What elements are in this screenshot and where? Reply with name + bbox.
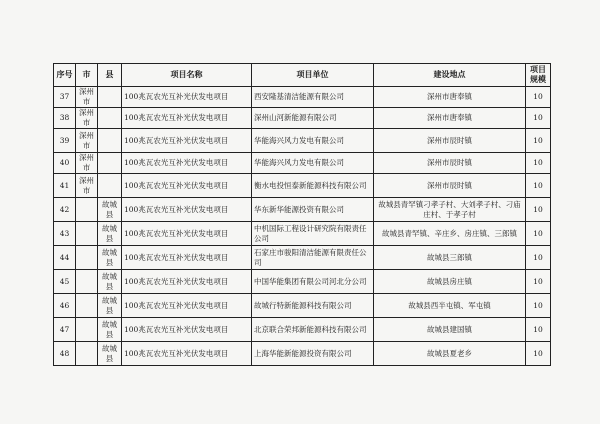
cell-project-name: 100兆瓦农光互补光伏发电项目 [122,153,252,174]
cell-project-name: 100兆瓦农光互补光伏发电项目 [122,108,252,129]
cell-county [98,174,122,198]
cell-scale: 10 [526,342,551,366]
cell-location: 故城县西半屯镇、军屯镇 [374,294,526,318]
header-scale: 项目规模 [526,64,551,87]
cell-location: 故城县青罕镇刁孝子村、大刘孝子村、刁庙庄村、于孝子村 [374,198,526,222]
cell-location: 深州市辰时镇 [374,174,526,198]
cell-scale: 10 [526,270,551,294]
cell-county [98,153,122,174]
table-row [54,129,551,153]
cell-project-unit: 石家庄市骏阳清洁能源有限责任公司 [252,246,374,270]
cell-project-name: 100兆瓦农光互补光伏发电项目 [122,129,252,153]
cell-scale: 10 [526,129,551,153]
cell-no: 43 [54,222,76,246]
cell-project-name: 100兆瓦农光互补光伏发电项目 [122,174,252,198]
cell-project-name: 100兆瓦农光互补光伏发电项目 [122,342,252,366]
cell-project-unit: 西安隆基清洁能源有限公司 [252,87,374,108]
header-project-unit: 项目单位 [252,64,374,87]
table-row [54,342,551,366]
cell-project-unit: 华能海兴风力发电有限公司 [252,129,374,153]
table-row [54,153,551,174]
cell-scale: 10 [526,294,551,318]
cell-project-unit: 中国华能集团有限公司河北分公司 [252,270,374,294]
cell-project-name: 100兆瓦农光互补光伏发电项目 [122,222,252,246]
cell-project-name: 100兆瓦农光互补光伏发电项目 [122,294,252,318]
cell-county: 故城县 [98,294,122,318]
cell-city: 深州市 [76,153,98,174]
cell-scale: 10 [526,153,551,174]
table-row [54,87,551,108]
cell-no: 38 [54,108,76,129]
table-row [54,198,551,222]
cell-city [76,342,98,366]
cell-location: 深州市辰时镇 [374,129,526,153]
cell-county: 故城县 [98,246,122,270]
table-row [54,108,551,129]
cell-location: 故城县三郎镇 [374,246,526,270]
cell-project-name: 100兆瓦农光互补光伏发电项目 [122,318,252,342]
cell-city [76,198,98,222]
cell-scale: 10 [526,87,551,108]
cell-project-name: 100兆瓦农光互补光伏发电项目 [122,198,252,222]
cell-county: 故城县 [98,198,122,222]
cell-project-unit: 上海华能新能源投资有限公司 [252,342,374,366]
cell-location: 故城县房庄镇 [374,270,526,294]
cell-city: 深州市 [76,108,98,129]
header-project-name: 项目名称 [122,64,252,87]
table-row [54,246,551,270]
cell-county [98,108,122,129]
cell-project-unit: 故城行特新能源科技有限公司 [252,294,374,318]
cell-location: 深州市唐奉镇 [374,87,526,108]
cell-location: 深州市辰时镇 [374,153,526,174]
cell-county [98,87,122,108]
cell-project-unit: 衡水电投恒泰新能源科技有限公司 [252,174,374,198]
cell-scale: 10 [526,222,551,246]
table-row [54,222,551,246]
cell-project-name: 100兆瓦农光互补光伏发电项目 [122,87,252,108]
cell-project-unit: 中机国际工程设计研究院有限责任公司 [252,222,374,246]
cell-no: 42 [54,198,76,222]
cell-project-unit: 华能海兴风力发电有限公司 [252,153,374,174]
cell-scale: 10 [526,108,551,129]
table-row [54,270,551,294]
cell-no: 48 [54,342,76,366]
cell-project-unit: 华东新华能源投资有限公司 [252,198,374,222]
table-row [54,174,551,198]
cell-location: 故城县建国镇 [374,318,526,342]
table-row [54,318,551,342]
cell-no: 40 [54,153,76,174]
cell-scale: 10 [526,198,551,222]
table-header-row [54,64,551,87]
cell-project-unit: 北京联合荣邦新能源科技有限公司 [252,318,374,342]
cell-city: 深州市 [76,129,98,153]
cell-scale: 10 [526,318,551,342]
cell-no: 46 [54,294,76,318]
cell-no: 44 [54,246,76,270]
cell-city: 深州市 [76,174,98,198]
cell-no: 39 [54,129,76,153]
cell-location: 故城县青罕镇、辛庄乡、房庄镇、三郎镇 [374,222,526,246]
table-row [54,294,551,318]
cell-city [76,246,98,270]
header-county: 县 [98,64,122,87]
cell-city [76,222,98,246]
cell-county: 故城县 [98,318,122,342]
project-table [53,63,551,366]
cell-county: 故城县 [98,342,122,366]
cell-county: 故城县 [98,270,122,294]
cell-no: 41 [54,174,76,198]
cell-location: 深州市唐奉镇 [374,108,526,129]
cell-no: 37 [54,87,76,108]
cell-city [76,270,98,294]
cell-project-name: 100兆瓦农光互补光伏发电项目 [122,246,252,270]
header-city: 市 [76,64,98,87]
header-no: 序号 [54,64,76,87]
cell-scale: 10 [526,174,551,198]
cell-no: 45 [54,270,76,294]
cell-project-name: 100兆瓦农光互补光伏发电项目 [122,270,252,294]
cell-county [98,129,122,153]
cell-no: 47 [54,318,76,342]
header-location: 建设地点 [374,64,526,87]
cell-city [76,318,98,342]
cell-city [76,294,98,318]
cell-project-unit: 深州山河新能源有限公司 [252,108,374,129]
cell-county: 故城县 [98,222,122,246]
cell-scale: 10 [526,246,551,270]
cell-city: 深州市 [76,87,98,108]
cell-location: 故城县夏老乡 [374,342,526,366]
